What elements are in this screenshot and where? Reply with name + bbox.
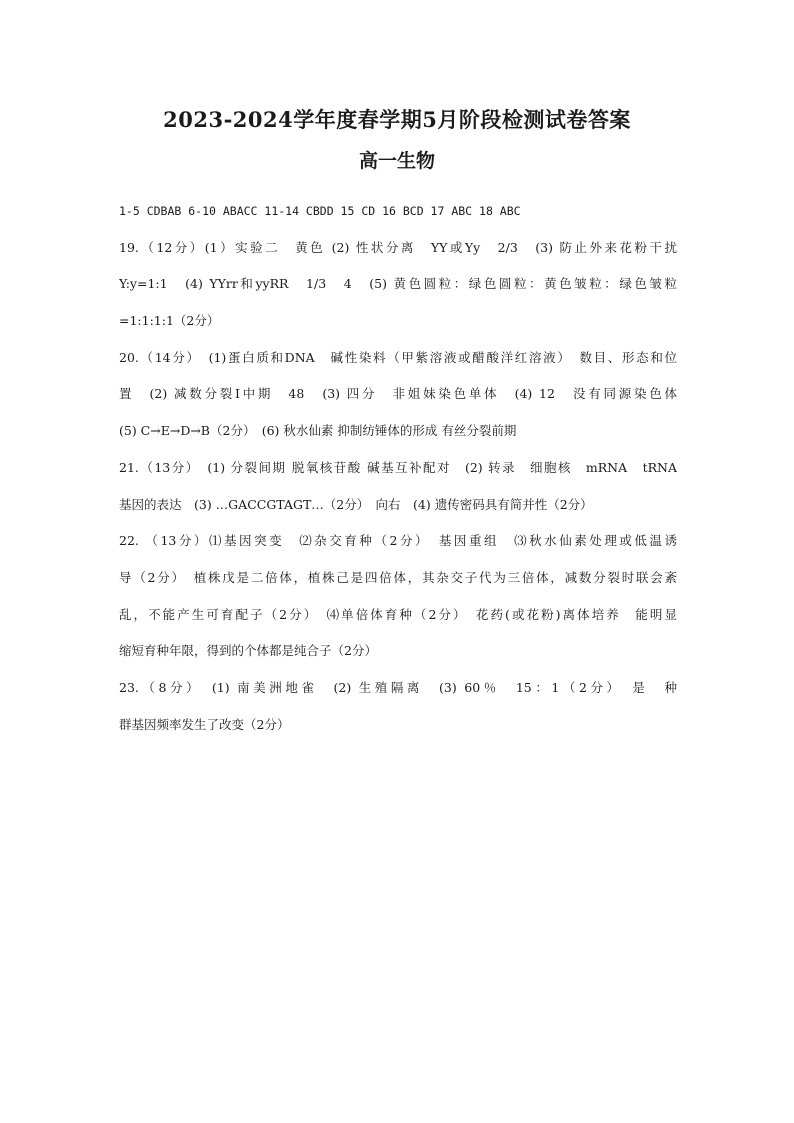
answer-line-q22-4: 缩短育种年限，得到的个体都是纯合子（2分） — [119, 643, 377, 659]
answer-line-q19-2: Y:y=1:1 (4) YYrr和yyRR 1/3 4 (5) 黄色圆粒：绿色圆粒：黄色皱粒：绿色皱粒 — [119, 276, 677, 292]
page-title: 2023-2024学年度春学期5月阶段检测试卷答案 — [163, 107, 631, 132]
answer-line-q20-1: 20.（14分） (1)蛋白质和DNA 碱性染料（甲紫溶液或醋酸洋红溶液） 数目、形态和位 — [119, 349, 677, 365]
mcq-answer-line: 1-5 CDBAB 6-10 ABACC 11-14 CBDD 15 CD 16 BCD 17 ABC 18 ABC — [119, 204, 521, 218]
answer-line-q23-1: 23.（8分） (1) 南美洲地雀 (2) 生殖隔离 (3) 60％ 15：1（2分） 是 种 — [119, 679, 677, 695]
answer-line-q22-1: 22. （13分）⑴基因突变 ⑵杂交育种（2分） 基因重组 ⑶秋水仙素处理或低温诱 — [119, 533, 677, 549]
answer-line-q21-1: 21.（13分） (1) 分裂间期 脱氧核苷酸 碱基互补配对 (2) 转录 细胞核 mRNA tRNA — [119, 459, 677, 475]
answer-line-q19-1: 19.（12分）(1）实验二 黄色 (2) 性状分离 YY或Yy 2/3 (3) 防止外来花粉干扰 — [119, 239, 677, 255]
answer-line-q21-2: 基因的表达 (3) …GACCGTAGT…（2分） 向右 (4) 遗传密码具有简并性（2分） — [119, 496, 593, 512]
page-subtitle: 高一生物 — [358, 150, 435, 172]
answer-line-q22-2: 导（2分） 植株戊是二倍体，植株己是四倍体，其杂交子代为三倍体，减数分裂时联会紊 — [119, 569, 677, 585]
answer-line-q20-2: 置 (2) 减数分裂Ⅰ中期 48 (3) 四分 非姐妹染色单体 (4) 12 没有同源染色体 — [119, 386, 677, 402]
answer-line-q20-3: (5) C→E→D→B（2分） (6) 秋水仙素 抑制纺锤体的形成 有丝分裂前期 — [119, 423, 517, 439]
answer-line-q19-3: =1:1:1:1（2分） — [119, 313, 220, 329]
answer-content — [119, 193, 677, 743]
answer-line-q23-2: 群基因频率发生了改变（2分） — [119, 716, 290, 732]
answer-line-q22-3: 乱，不能产生可育配子（2分） ⑷单倍体育种（2分） 花药(或花粉)离体培养 能明显 — [119, 606, 677, 622]
